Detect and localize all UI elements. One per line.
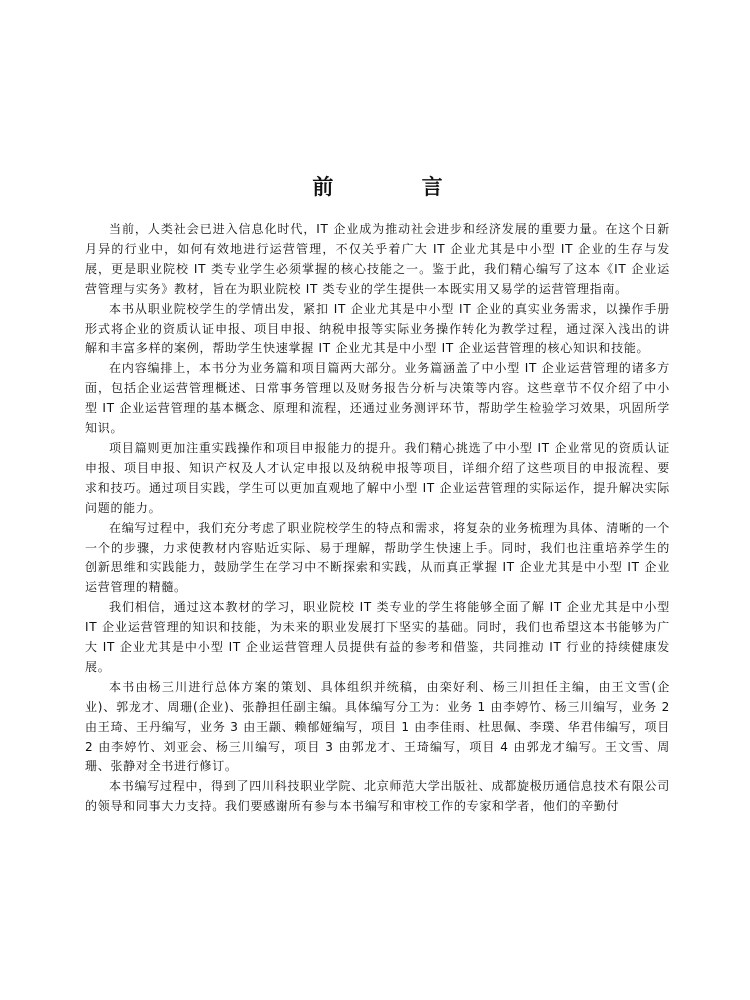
page-content <box>85 172 670 817</box>
paragraph-8: 本书编写过程中，得到了四川科技职业学院、北京师范大学出版社、成都旋极历通信息技术有限公司的领导和同事大力支持。我们要感谢所有参与本书编写和审校工作的专家和学者，他们的辛勤付 <box>85 779 670 814</box>
page-title: 前 言 <box>312 175 477 199</box>
paragraph-7: 本书由杨三川进行总体方案的策划、具体组织并统稿，由栾好利、杨三川担任主编，由王文雪(企业)、郭龙才、周珊(企业)、张静担任副主编。具体编写分工为：业务 1 由李婷竹、杨三川编写，业务 2 由王琦、王丹编写，业务 3 由王颛、赖郁娅编写，项目 1 由李佳雨、杜思佩、李璞、华君伟编写，项目 2 由李婷竹、刘亚会、杨三川编写，项目 3 由郭龙才、王琦编写，项目 4 由郭龙才编写。王文雪、周珊、张静对全书进行修订。 <box>85 679 670 774</box>
paragraph-5: 在编写过程中，我们充分考虑了职业院校学生的特点和需求，将复杂的业务梳理为具体、清晰的一个一个的步骤，力求使教材内容贴近实际、易于理解，帮助学生快速上手。同时，我们也注重培养学生的创新思维和实践能力，鼓励学生在学习中不断探索和实践，从而真正掌握 IT 企业尤其是中小型 IT 企业运营管理的精髓。 <box>85 520 670 595</box>
paragraph-3: 在内容编排上，本书分为业务篇和项目篇两大部分。业务篇涵盖了中小型 IT 企业运营管理的诸多方面，包括企业运营管理概述、日常事务管理以及财务报告分析与决策等内容。这些章节不仅介绍了中小型 IT 企业运营管理的基本概念、原理和流程，还通过业务测评环节，帮助学生检验学习效果，巩固所学知识。 <box>85 361 670 436</box>
paragraph-6: 我们相信，通过这本教材的学习，职业院校 IT 类专业的学生将能够全面了解 IT 企业尤其是中小型 IT 企业运营管理的知识和技能，为未来的职业发展打下坚实的基础。同时，我们也希望这本书能够为广大 IT 企业尤其是中小型 IT 企业运营管理人员提供有益的参考和借鉴，共同推动 IT 行业的持续健康发展。 <box>85 600 670 674</box>
paragraph-2: 本书从职业院校学生的学情出发，紧扣 IT 企业尤其是中小型 IT 企业的真实业务需求，以操作手册形式将企业的资质认证申报、项目申报、纳税申报等实际业务操作转化为教学过程，通过深入浅出的讲解和丰富多样的案例，帮助学生快速掌握 IT 企业尤其是中小型 IT 企业运营管理的核心知识和技能。 <box>85 301 670 356</box>
paragraph-4: 项目篇则更加注重实践操作和项目申报能力的提升。我们精心挑选了中小型 IT 企业常见的资质认证申报、项目申报、知识产权及人才认定申报以及纳税申报等项目，详细介绍了这些项目的申报流程、要求和技巧。通过项目实践，学生可以更加直观地了解中小型 IT 企业运营管理的实际运作，提升解决实际问题的能力。 <box>85 440 670 515</box>
paragraph-1: 当前，人类社会已进入信息化时代，IT 企业成为推动社会进步和经济发展的重要力量。在这个日新月异的行业中，如何有效地进行运营管理，不仅关乎着广大 IT 企业尤其是中小型 IT 企业的生存与发展，更是职业院校 IT 类专业学生必须掌握的核心技能之一。鉴于此，我们精心编写了这本《IT 企业运营管理与实务》教材，旨在为职业院校 IT 类专业的学生提供一本既实用又易学的运营管理指南。 <box>85 222 670 296</box>
